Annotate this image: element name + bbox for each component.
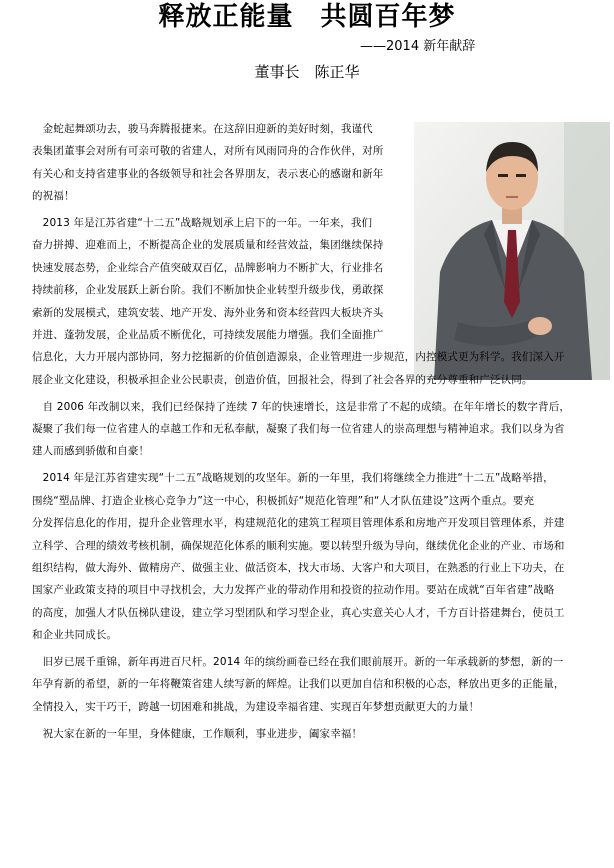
body-text-line: 展企业文化建设，积极承担企业公民职责，创造价值，回报社会，得到了社会各界的充分尊重和广泛认同。 xyxy=(32,373,533,386)
document-subtitle: ——2014 新年献辞 xyxy=(360,39,476,54)
body-text-line: 的高度，加强人才队伍梯队建设，建立学习型团队和学习型企业，真心实意关心人才，千方百计搭建舞台，使员工 xyxy=(32,606,565,619)
body-text-line: 和企业共同成长。 xyxy=(32,629,118,642)
body-text-line: 快速发展态势，企业综合产值突破双百亿，品牌影响力不断扩大，行业排名 xyxy=(32,261,384,274)
body-text-line: 组织结构，做大海外、做精房产、做强主业、做活资本，找大市场、大客户和大项目，在熟悉的行业上下功夫，在 xyxy=(32,561,565,574)
body-text-line: 并进、蓬勃发展，企业品质不断优化，可持续发展能力增强。我们全面推广 xyxy=(32,329,384,342)
body-text-line: 2013 年是江苏省建“十二五”战略规划承上启下的一年。一年来，我们 xyxy=(32,217,373,230)
body-text-line: 的祝福！ xyxy=(32,190,75,203)
body-text-line: 旧岁已展千重锦，新年再进百尺杆。2014 年的缤纷画卷已经在我们眼前展开。新的一年承载新的梦想，新的一 xyxy=(32,655,564,668)
body-text-line: 立科学、合理的绩效考核机制，确保规范化体系的顺利实施。要以转型升级为导向，继续优化企业的产业、市场和 xyxy=(32,539,565,552)
body-text-line: 分发挥信息化的作用，提升企业管理水平，构建规范化的建筑工程项目管理体系和房地产开发项目管理体系，并建 xyxy=(32,517,565,530)
body-text-line: 凝聚了我们每一位省建人的卓越工作和无私奉献，凝聚了我们每一位省建人的崇高理想与精神追求。我们以身为省 xyxy=(32,423,565,436)
body-text-line: 持续前移，企业发展跃上新台阶。我们不断加快企业转型升级步伐，勇敢探 xyxy=(32,284,384,297)
body-text-line: 围绕“塑品牌、打造企业核心竞争力”这一中心，积极抓好“规范化管理”和“人才队伍建设”这两个重点。要充 xyxy=(32,494,535,507)
body-paragraph xyxy=(32,118,570,208)
body-paragraph xyxy=(32,212,570,391)
body-text-line: 2014 年是江苏省建实现“十二五”战略规划的攻坚年。新的一年里，我们将继续全力推进“十二五”战略举措， xyxy=(32,472,554,485)
body-paragraph xyxy=(32,723,570,745)
body-text-line: 建人而感到骄傲和自豪！ xyxy=(32,445,150,458)
body-text-line: 祝大家在新的一年里，身体健康，工作顺利，事业进步，阖家幸福！ xyxy=(32,727,363,740)
body-paragraph xyxy=(32,651,570,718)
document-body xyxy=(32,118,570,745)
body-text-line: 奋力拼搏、迎难而上，不断提高企业的发展质量和经营效益，集团继续保持 xyxy=(32,239,384,252)
body-text-line: 金蛇起舞颂功去，骏马奔腾报捷来。在这辞旧迎新的美好时刻，我谨代 xyxy=(32,123,373,135)
document-title: 释放正能量 共圆百年梦 xyxy=(158,2,456,32)
body-text-line: 表集团董事会对所有可亲可敬的省建人，对所有风雨同舟的合作伙伴，对所 xyxy=(32,145,384,158)
body-text-line: 全情投入，实干巧干，跨越一切困难和挑战，为建设幸福省建、实现百年梦想贡献更大的力量！ xyxy=(32,700,480,713)
body-text-line: 有关心和支持省建事业的各级领导和社会各界朋友，表示衷心的感谢和新年 xyxy=(32,167,384,180)
body-text-line: 国家产业政策支持的项目中寻找机会，大力发挥产业的带动作用和投资的拉动作用。要站在成就“百年省建”战略 xyxy=(32,584,555,597)
body-text-line: 信息化，大力开展内部协同，努力挖掘新的价值创造源泉，企业管理进一步规范，内控模式更为科学。我们深入开 xyxy=(32,351,565,364)
body-paragraph xyxy=(32,396,570,463)
author-line: 董事长 陈正华 xyxy=(254,63,360,81)
body-text-line: 索新的发展模式，建筑安装、地产开发、海外业务和资本经营四大板块齐头 xyxy=(32,306,384,319)
body-paragraph xyxy=(32,467,570,646)
body-text-line: 自 2006 年改制以来，我们已经保持了连续 7 年的快速增长，这是非常了不起的成绩。在年年增长的数字背后， xyxy=(32,400,571,413)
body-text-line: 年孕育新的希望，新的一年将鞭策省建人续写新的辉煌。让我们以更加自信和积极的心态，释放出更多的正能量， xyxy=(32,678,565,691)
